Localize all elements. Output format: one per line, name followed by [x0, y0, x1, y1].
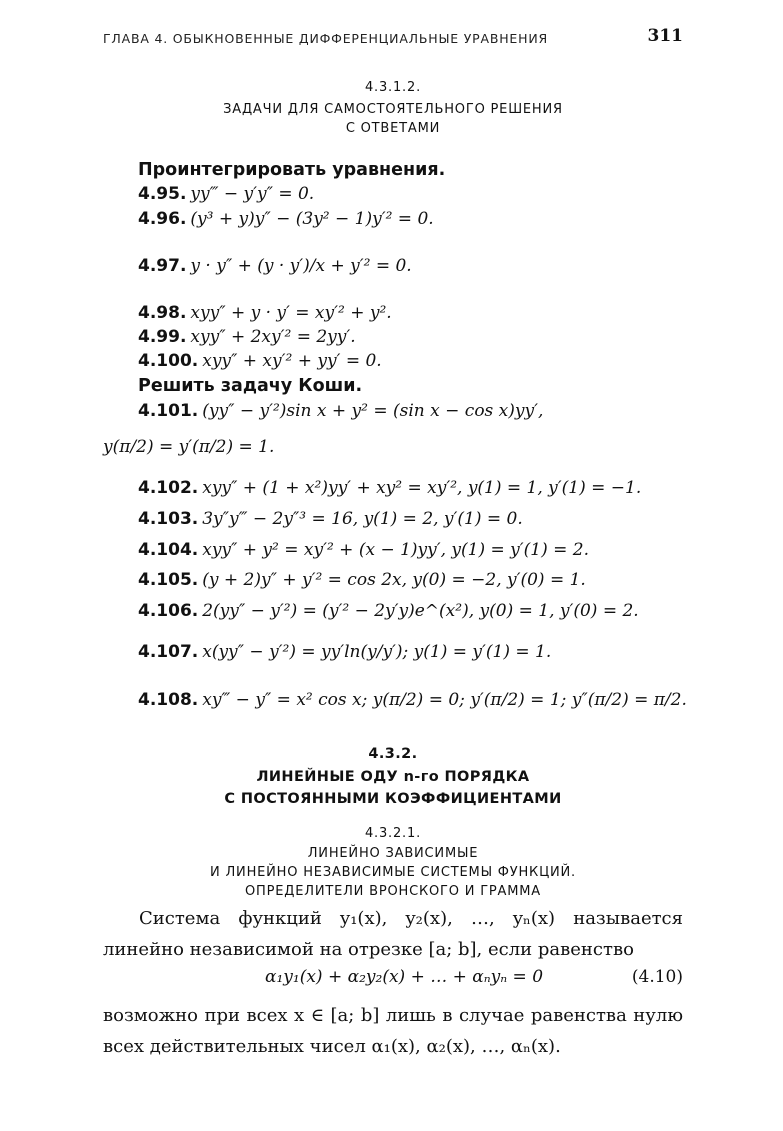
paragraph: Система функций y₁(x), y₂(x), …, yₙ(x) называется линейно независимой на отрезке [a; b], если равенство: [103, 908, 683, 960]
problem-number: 4.99.: [138, 327, 187, 347]
problem-equation: x(yy″ − y′²) = yy′ln(y/y′); y(1) = y′(1) = 1.: [202, 642, 552, 662]
problem-item: [138, 303, 392, 323]
section-number: 4.3.2.1.: [364, 826, 421, 841]
section-title-line: ЛИНЕЙНО ЗАВИСИМЫЕ: [307, 846, 479, 861]
problem-item: [138, 540, 589, 560]
problem-equation: xyy″ + (1 + x²)yy′ + xy² = xy′², y(1) = 1, y′(1) = −1.: [202, 478, 642, 498]
problem-number: 4.104.: [138, 540, 199, 560]
problem-item: [138, 642, 551, 662]
problem-item: [138, 184, 314, 204]
problem-number: 4.103.: [138, 509, 199, 529]
task-heading: Решить задачу Коши.: [138, 376, 363, 396]
problem-equation: 2(yy″ − y′²) = (y′² − 2y′y)e^(x²), y(0) = 1, y′(0) = 2.: [202, 601, 639, 621]
problem-number: 4.102.: [138, 478, 199, 498]
problem-equation: y · y″ + (y · y′)/x + y′² = 0.: [190, 256, 412, 276]
problem-item: [138, 509, 523, 529]
page-number: 311: [647, 26, 683, 46]
section-title-line: С ПОСТОЯННЫМИ КОЭФФИЦИЕНТАМИ: [224, 791, 562, 807]
problem-item: [138, 401, 543, 421]
problem-item: [138, 256, 412, 276]
problem-equation: xyy″ + 2xy′² = 2yy′.: [190, 327, 356, 347]
problem-number: 4.106.: [138, 601, 199, 621]
problem-number: 4.108.: [138, 690, 199, 710]
task-heading: Проинтегрировать уравнения.: [138, 160, 446, 180]
section-number: 4.3.2.: [368, 746, 418, 762]
problem-item: [138, 209, 434, 229]
section-title-line: ЗАДАЧИ ДЛЯ САМОСТОЯТЕЛЬНОГО РЕШЕНИЯ: [223, 102, 563, 117]
running-header: [103, 26, 683, 50]
display-equation: α₁y₁(x) + α₂y₂(x) + … + αₙyₙ = 0: [265, 967, 544, 987]
problem-equation: xyy″ + y · y′ = xy′² + y².: [190, 303, 392, 323]
problem-item: [138, 351, 382, 371]
problem-equation: yy‴ − y′y″ = 0.: [190, 184, 315, 204]
section-number: 4.3.1.2.: [364, 80, 421, 95]
problem-item: [138, 327, 356, 347]
section-title-line: С ОТВЕТАМИ: [345, 121, 441, 136]
problem-number: 4.107.: [138, 642, 199, 662]
problem-number: 4.105.: [138, 570, 199, 590]
problem-equation: xy‴ − y″ = x² cos x; y(π/2) = 0; y′(π/2) = 1; y″(π/2) = π/2.: [202, 690, 687, 710]
problem-number: 4.96.: [138, 209, 187, 229]
problem-number: 4.98.: [138, 303, 187, 323]
problem-equation: (y³ + y)y″ − (3y² − 1)y′² = 0.: [190, 209, 434, 229]
problem-equation: (y + 2)y″ + y′² = cos 2x, y(0) = −2, y′(0) = 1.: [202, 570, 586, 590]
problem-number: 4.97.: [138, 256, 187, 276]
problem-equation: xyy″ + y² = xy′² + (x − 1)yy′, y(1) = y′(1) = 2.: [202, 540, 589, 560]
section-title-line: И ЛИНЕЙНО НЕЗАВИСИМЫЕ СИСТЕМЫ ФУНКЦИЙ.: [210, 865, 576, 880]
section-title-line: ЛИНЕЙНЫЕ ОДУ n-го ПОРЯДКА: [256, 769, 530, 785]
problem-number: 4.101.: [138, 401, 199, 421]
chapter-title: ГЛАВА 4. ОБЫКНОВЕННЫЕ ДИФФЕРЕНЦИАЛЬНЫЕ УРАВНЕНИЯ: [103, 31, 548, 46]
problem-equation: (yy″ − y′²)sin x + y² = (sin x − cos x)yy′,: [202, 401, 544, 421]
problem-item: [138, 570, 586, 590]
equation-number: (4.10): [631, 967, 683, 987]
problem-number: 4.100.: [138, 351, 199, 371]
paragraph: возможно при всех x ∈ [a; b] лишь в случае равенства нулю всех действительных чисел α₁(x), α₂(x), …, αₙ(x).: [103, 1005, 683, 1057]
problem-continuation: y(π/2) = y′(π/2) = 1.: [103, 437, 275, 457]
problem-item: [138, 478, 641, 498]
problem-item: [138, 601, 639, 621]
problem-equation: xyy″ + xy′² + yy′ = 0.: [202, 351, 382, 371]
problem-number: 4.95.: [138, 184, 187, 204]
problem-item: [138, 690, 687, 710]
section-title-line: ОПРЕДЕЛИТЕЛИ ВРОНСКОГО И ГРАММА: [245, 884, 541, 899]
problem-equation: 3y″y‴ − 2y″³ = 16, y(1) = 2, y′(1) = 0.: [202, 509, 523, 529]
